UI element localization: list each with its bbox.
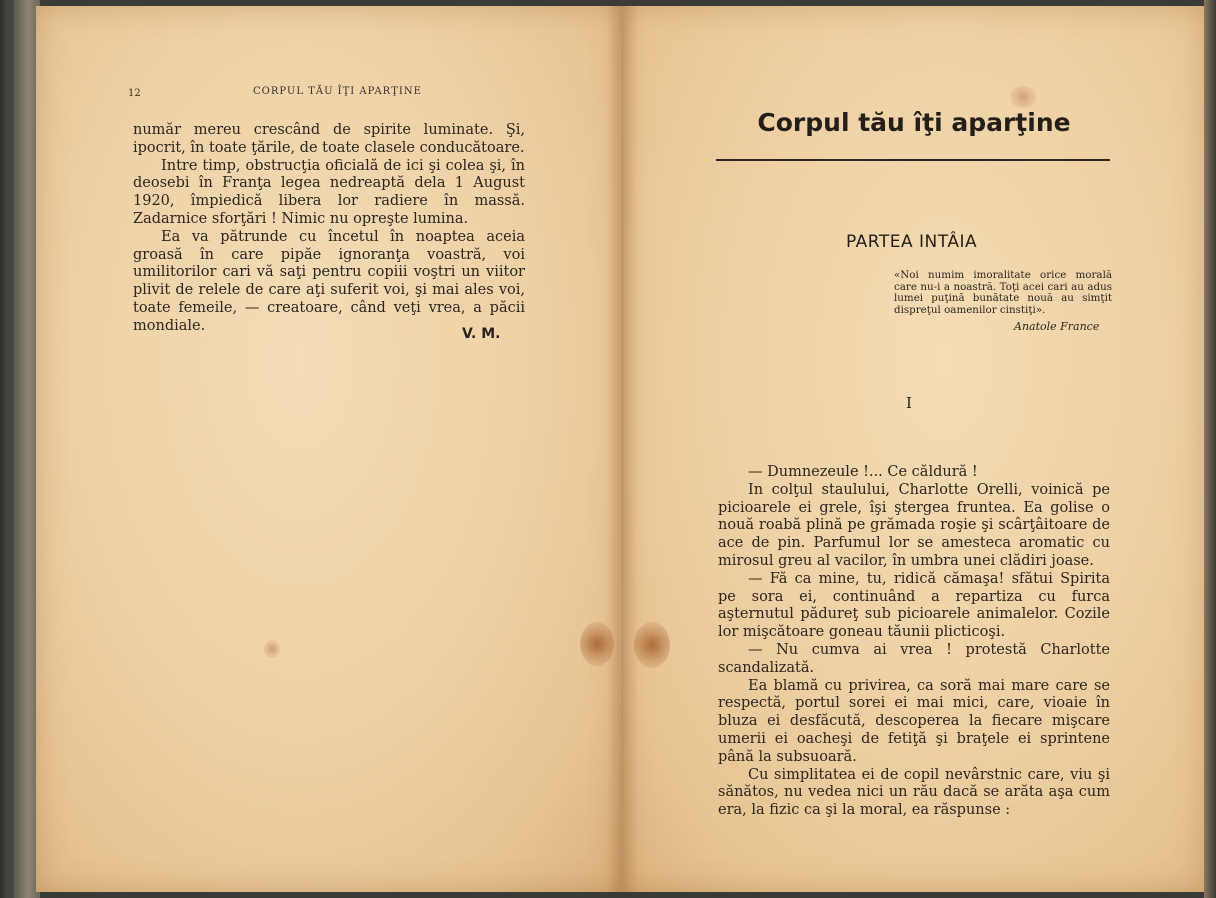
paragraph: — Dumnezeule !... Ce căldură ! — [748, 464, 978, 480]
epigraph-author: Anatole France — [1014, 320, 1100, 333]
left-page-text — [133, 122, 525, 336]
paragraph: Ea va pătrunde cu încetul în noaptea aceia groasă în care pipăe ignoranţa voastră, voi umilitorilor cari vă saţi pentru copiii voştri un viitor plivit de relele de care aţi suferit voi, şi mai ales voi, toate femeile, — creatoare, când veţi vrea, a păcii mondiale. — [133, 228, 525, 334]
stain-mark — [264, 640, 280, 658]
chapter-title: Corpul tău îţi aparţine — [757, 108, 1071, 137]
chapter-number: I — [906, 394, 912, 412]
page-edge — [1204, 0, 1216, 898]
paragraph: In colţul staulului, Charlotte Orelli, voinică pe picioarele ei grele, îşi ştergea fruntea. Ea golise o nouă roabă plină pe grămada roşie şi scârţâitoare de ace de pin. Parfumul lor se amesteca aromatic cu mirosul greu al vacilor, în umbra unei clădiri joase. — [718, 481, 1110, 569]
page-number: 12 — [128, 88, 141, 99]
book-spine — [0, 0, 40, 898]
epigraph: «Noi numim imoralitate orice morală care nu-i a noastră. Toţi acei cari au adus lumei puţină bunătate nouă au simţit dispreţul oamenilor cinstiţi». — [894, 269, 1112, 316]
paragraph: număr mereu crescând de spirite luminate. Şi, ipocrit, în toate ţările, de toate clasele conducătoare. — [133, 122, 525, 156]
paragraph: — Fă ca mine, tu, ridică cămaşa! sfătui Spirita pe sora ei, continuând a repartiza cu furca aşternutul pădureţ sub picioarele animalelor. Cozile lor mişcătoare goneau tăunii plicticoşi. — [718, 570, 1110, 641]
paragraph: — Nu cumva ai vrea ! protestă Charlotte scandalizată. — [718, 641, 1110, 676]
part-heading: PARTEA INTÂIA — [846, 232, 978, 252]
paragraph: Cu simplitatea ei de copil nevârstnic care, viu şi sănătos, nu vedea nici un rău dacă se arăta aşa cum era, la fizic ca şi la moral, ea răspunse : — [718, 766, 1110, 819]
book-gutter — [606, 6, 638, 892]
right-page-text — [718, 464, 1110, 820]
title-rule — [716, 159, 1110, 161]
stain-mark — [580, 622, 614, 666]
paragraph: Ea blamă cu privirea, ca soră mai mare care se respectă, portul sorei ei mai mici, care, vioaie în bluza ei desfăcută, descoperea la fiecare mişcare umerii ei oacheşi de fetiţă şi braţele ei sprintene până la subsuoară. — [718, 677, 1110, 765]
stain-mark — [1010, 86, 1036, 108]
stain-mark — [634, 622, 670, 668]
signature: V. M. — [462, 326, 501, 342]
paragraph: Intre timp, obstrucţia oficială de ici şi colea şi, în deosebi în Franţa legea nedreaptă dela 1 August 1920, împiedică libera lor radiere în massă. Zadarnice sforţări ! Nimic nu opreşte lumina. — [133, 157, 525, 227]
running-head: CORPUL TĂU ÎŢI APARŢINE — [253, 86, 422, 97]
